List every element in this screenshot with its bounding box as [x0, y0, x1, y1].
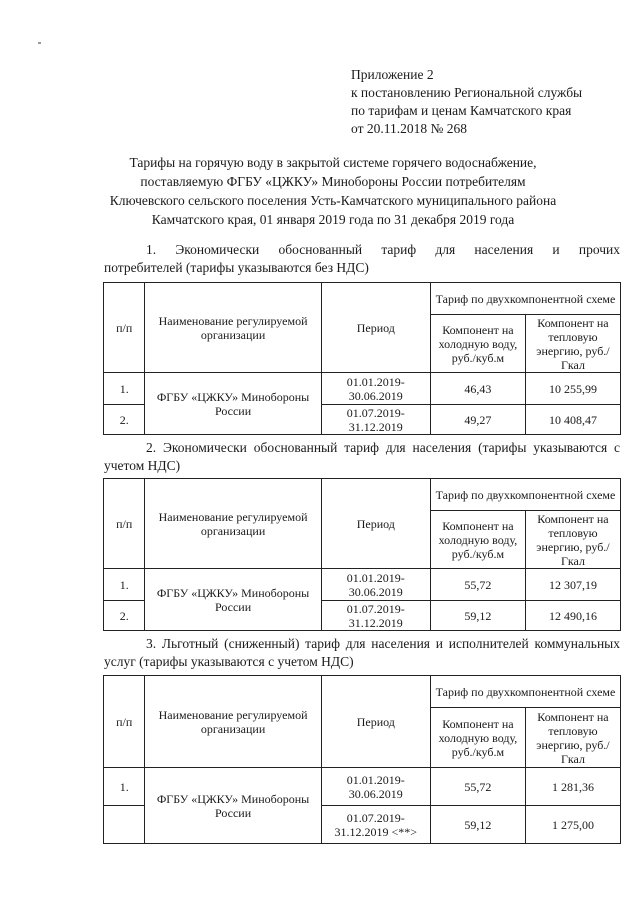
row-period: 01.01.2019-30.06.2019 — [321, 569, 430, 601]
section-heading-line-1: 3. Льготный (сниженный) тариф для населения и исполнителей коммунальных — [146, 636, 620, 651]
header-period: Период — [321, 283, 430, 373]
row-heat-value: 10 408,47 — [525, 405, 620, 435]
header-cold-component: Компонент на холодную воду, руб./куб.м — [430, 315, 525, 373]
header-num: п/п — [104, 283, 145, 373]
header-heat-component: Компонент на тепловую энергию, руб./Гкал — [525, 315, 620, 373]
row-period: 01.01.2019-30.06.2019 — [321, 373, 430, 405]
header-heat-component: Компонент на тепловую энергию, руб./Гкал — [525, 708, 620, 768]
header-scheme: Тариф по двухкомпонентной схеме — [430, 283, 620, 315]
title-line-3: Ключевского сельского поселения Усть-Камчатского муниципального района — [109, 193, 557, 208]
appendix-line-1: Приложение 2 — [351, 67, 434, 82]
appendix-block — [351, 66, 582, 138]
organization-name: ФГБУ «ЦЖКУ» Минобороны России — [145, 768, 321, 844]
row-period: 01.01.2019-30.06.2019 — [321, 768, 430, 806]
header-scheme: Тариф по двухкомпонентной схеме — [430, 676, 620, 708]
row-num: 2. — [104, 405, 145, 435]
table-row — [104, 768, 621, 806]
section-3-heading — [104, 635, 620, 671]
row-cold-value: 59,12 — [430, 601, 525, 631]
row-num: 1. — [104, 373, 145, 405]
section-1-heading — [104, 241, 620, 277]
organization-name: ФГБУ «ЦЖКУ» Минобороны России — [145, 569, 321, 631]
row-heat-value: 12 490,16 — [525, 601, 620, 631]
title-line-4: Камчатского края, 01 января 2019 года по 31 декабря 2019 года — [151, 212, 515, 227]
header-heat-component: Компонент на тепловую энергию, руб./Гкал — [525, 511, 620, 569]
organization-name: ФГБУ «ЦЖКУ» Минобороны России — [145, 373, 321, 435]
row-cold-value: 55,72 — [430, 768, 525, 806]
row-heat-value: 1 275,00 — [525, 806, 620, 844]
table-row — [104, 569, 621, 601]
row-heat-value: 1 281,36 — [525, 768, 620, 806]
row-num: 1. — [104, 768, 145, 806]
header-organization: Наименование регулируемой организации — [145, 676, 321, 768]
header-cold-component: Компонент на холодную воду, руб./куб.м — [430, 708, 525, 768]
section-heading-line-1: 1. Экономически обоснованный тариф для населения и прочих — [146, 242, 620, 257]
row-cold-value: 46,43 — [430, 373, 525, 405]
header-scheme: Тариф по двухкомпонентной схеме — [430, 479, 620, 511]
header-num: п/п — [104, 676, 145, 768]
document-title — [98, 153, 568, 229]
appendix-line-3: по тарифам и ценам Камчатского края — [351, 103, 572, 118]
header-num: п/п — [104, 479, 145, 569]
header-period: Период — [321, 676, 430, 768]
header-cold-component: Компонент на холодную воду, руб./куб.м — [430, 511, 525, 569]
tariff-table-3 — [103, 675, 621, 844]
title-line-1: Тарифы на горячую воду в закрытой системе горячего водоснабжение, — [129, 155, 537, 170]
header-organization: Наименование регулируемой организации — [145, 283, 321, 373]
title-line-2: поставляемую ФГБУ «ЦЖКУ» Минобороны России потребителям — [140, 174, 526, 189]
appendix-line-2: к постановлению Региональной службы — [351, 85, 583, 100]
row-period: 01.07.2019-31.12.2019 <**> — [321, 806, 430, 844]
section-2-heading — [104, 439, 620, 475]
row-cold-value: 59,12 — [430, 806, 525, 844]
row-num: 2. — [104, 601, 145, 631]
row-period: 01.07.2019-31.12.2019 — [321, 405, 430, 435]
tariff-table-1 — [103, 282, 621, 435]
row-heat-value: 12 307,19 — [525, 569, 620, 601]
section-heading-line-2: учетом НДС) — [104, 458, 181, 473]
appendix-line-4: от 20.11.2018 № 268 — [351, 121, 467, 136]
scan-speck — [38, 42, 41, 44]
row-period: 01.07.2019-31.12.2019 — [321, 601, 430, 631]
section-heading-line-1: 2. Экономически обоснованный тариф для населения (тарифы указываются с — [146, 440, 620, 455]
header-period: Период — [321, 479, 430, 569]
row-heat-value: 10 255,99 — [525, 373, 620, 405]
row-cold-value: 49,27 — [430, 405, 525, 435]
row-num — [104, 806, 145, 844]
section-heading-line-2: потребителей (тарифы указываются без НДС) — [104, 260, 369, 275]
section-heading-line-2: услуг (тарифы указываются с учетом НДС) — [104, 654, 354, 669]
tariff-table-2 — [103, 478, 621, 631]
row-cold-value: 55,72 — [430, 569, 525, 601]
header-organization: Наименование регулируемой организации — [145, 479, 321, 569]
row-num: 1. — [104, 569, 145, 601]
table-row — [104, 373, 621, 405]
